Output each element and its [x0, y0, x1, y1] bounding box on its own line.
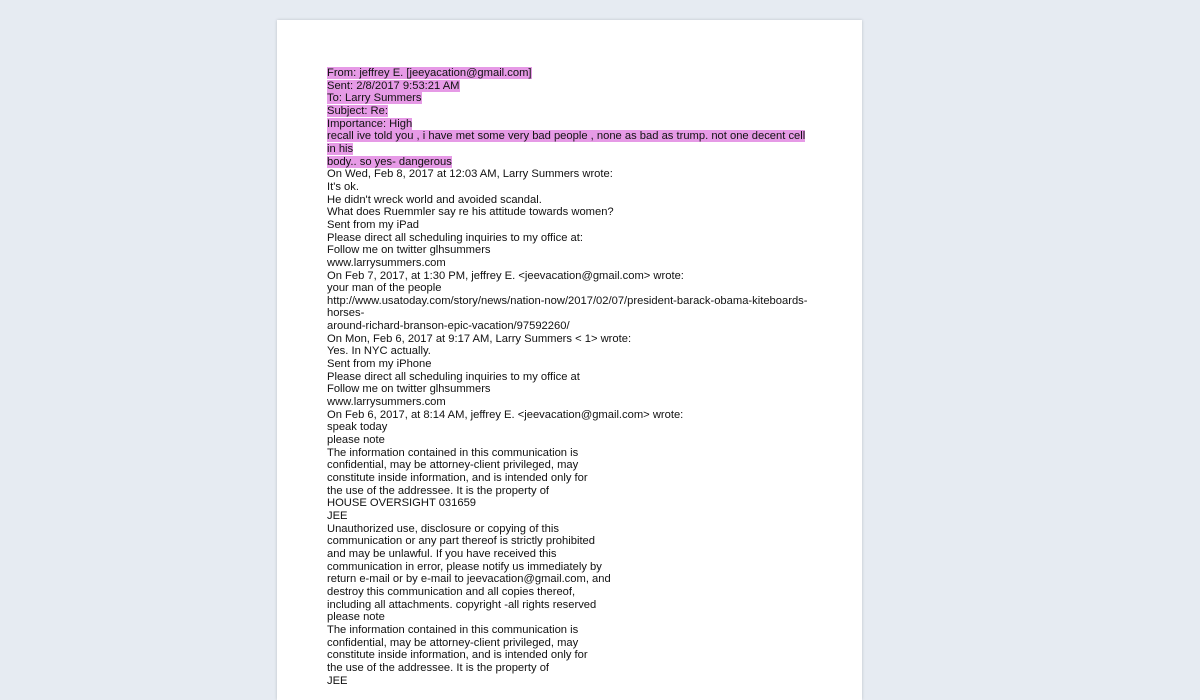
email-line: communication or any part thereof is strictly prohibited	[327, 535, 595, 548]
email-line: It's ok.	[327, 180, 359, 193]
email-line: On Wed, Feb 8, 2017 at 12:03 AM, Larry Summers wrote:	[327, 168, 613, 181]
email-line: Follow me on twitter glhsummers	[327, 383, 491, 396]
highlighted-line	[327, 143, 827, 156]
highlighted-line	[327, 105, 827, 118]
email-line: On Feb 7, 2017, at 1:30 PM, jeffrey E. <jeevacation@gmail.com> wrote:	[327, 269, 684, 282]
highlighted-line	[327, 118, 827, 131]
highlighted-line	[327, 156, 827, 169]
email-line: www.larrysummers.com	[327, 256, 446, 269]
email-line: destroy this communication and all copies thereof,	[327, 585, 576, 598]
email-line: What does Ruemmler say re his attitude towards women?	[327, 206, 614, 219]
email-line: the use of the addressee. It is the property of	[327, 484, 550, 497]
email-line: Please direct all scheduling inquiries to my office at	[327, 370, 580, 383]
highlighted-line	[327, 80, 827, 93]
document-page	[277, 20, 862, 700]
email-line: the use of the addressee. It is the property of	[327, 661, 550, 674]
email-line: The information contained in this communication is	[327, 623, 579, 636]
email-line: please note	[327, 434, 385, 447]
email-line: Sent from my iPad	[327, 218, 420, 231]
email-line: around-richard-branson-epic-vacation/97592260/	[327, 320, 570, 333]
highlight-body-3: body.. so yes- dangerous	[327, 155, 452, 168]
highlight-to: To: Larry Summers	[327, 92, 422, 105]
email-line: please note	[327, 611, 385, 624]
email-line: communication in error, please notify us immediately by	[327, 560, 602, 573]
email-line: constitute inside information, and is intended only for	[327, 472, 588, 484]
email-line: JEE	[327, 509, 348, 522]
email-line: www.larrysummers.com	[327, 396, 446, 409]
highlighted-line	[327, 92, 827, 105]
email-text	[327, 67, 827, 687]
email-line: http://www.usatoday.com/story/news/nation-now/2017/02/07/president-barack-obama-kiteboards-	[327, 294, 808, 307]
email-line: On Feb 6, 2017, at 8:14 AM, jeffrey E. <jeevacation@gmail.com> wrote:	[327, 408, 684, 421]
highlight-from: From: jeffrey E. [jeeyacation@gmail.com]	[327, 67, 532, 79]
email-line: Sent from my iPhone	[327, 358, 432, 371]
email-line: confidential, may be attorney-client privileged, may	[327, 459, 579, 472]
email-line: your man of the people	[327, 282, 442, 295]
highlighted-line	[327, 130, 827, 143]
email-line: speak today	[327, 421, 388, 434]
highlighted-line	[327, 67, 827, 80]
highlight-body-1: recall ive told you , i have met some very bad people , none as bad as trump. not one decent cell	[327, 130, 806, 143]
email-line: horses-	[327, 307, 365, 320]
email-line: Unauthorized use, disclosure or copying of this	[327, 522, 559, 535]
highlight-body-2: in his	[327, 142, 354, 155]
email-line: On Mon, Feb 6, 2017 at 9:17 AM, Larry Summers < 1> wrote:	[327, 332, 632, 345]
highlight-subject: Subject: Re:	[327, 104, 388, 117]
email-line: Please direct all scheduling inquiries to my office at:	[327, 231, 583, 244]
email-line: Follow me on twitter glhsummers	[327, 244, 491, 257]
highlight-importance: Importance: High	[327, 117, 413, 130]
email-line: JEE	[327, 674, 348, 687]
highlight-sent: Sent: 2/8/2017 9:53:21 AM	[327, 79, 460, 92]
email-line: confidential, may be attorney-client privileged, may	[327, 636, 579, 649]
email-line: The information contained in this communication is	[327, 446, 579, 459]
email-line: return e-mail or by e-mail to jeevacation@gmail.com, and	[327, 573, 611, 586]
email-line: Yes. In NYC actually.	[327, 345, 431, 358]
email-line: and may be unlawful. If you have received this	[327, 547, 557, 560]
email-line: including all attachments. copyright -all rights reserved	[327, 598, 597, 611]
email-line: HOUSE OVERSIGHT 031659	[327, 497, 477, 510]
email-line: constitute inside information, and is intended only for	[327, 649, 588, 662]
email-line: He didn't wreck world and avoided scandal.	[327, 193, 542, 206]
